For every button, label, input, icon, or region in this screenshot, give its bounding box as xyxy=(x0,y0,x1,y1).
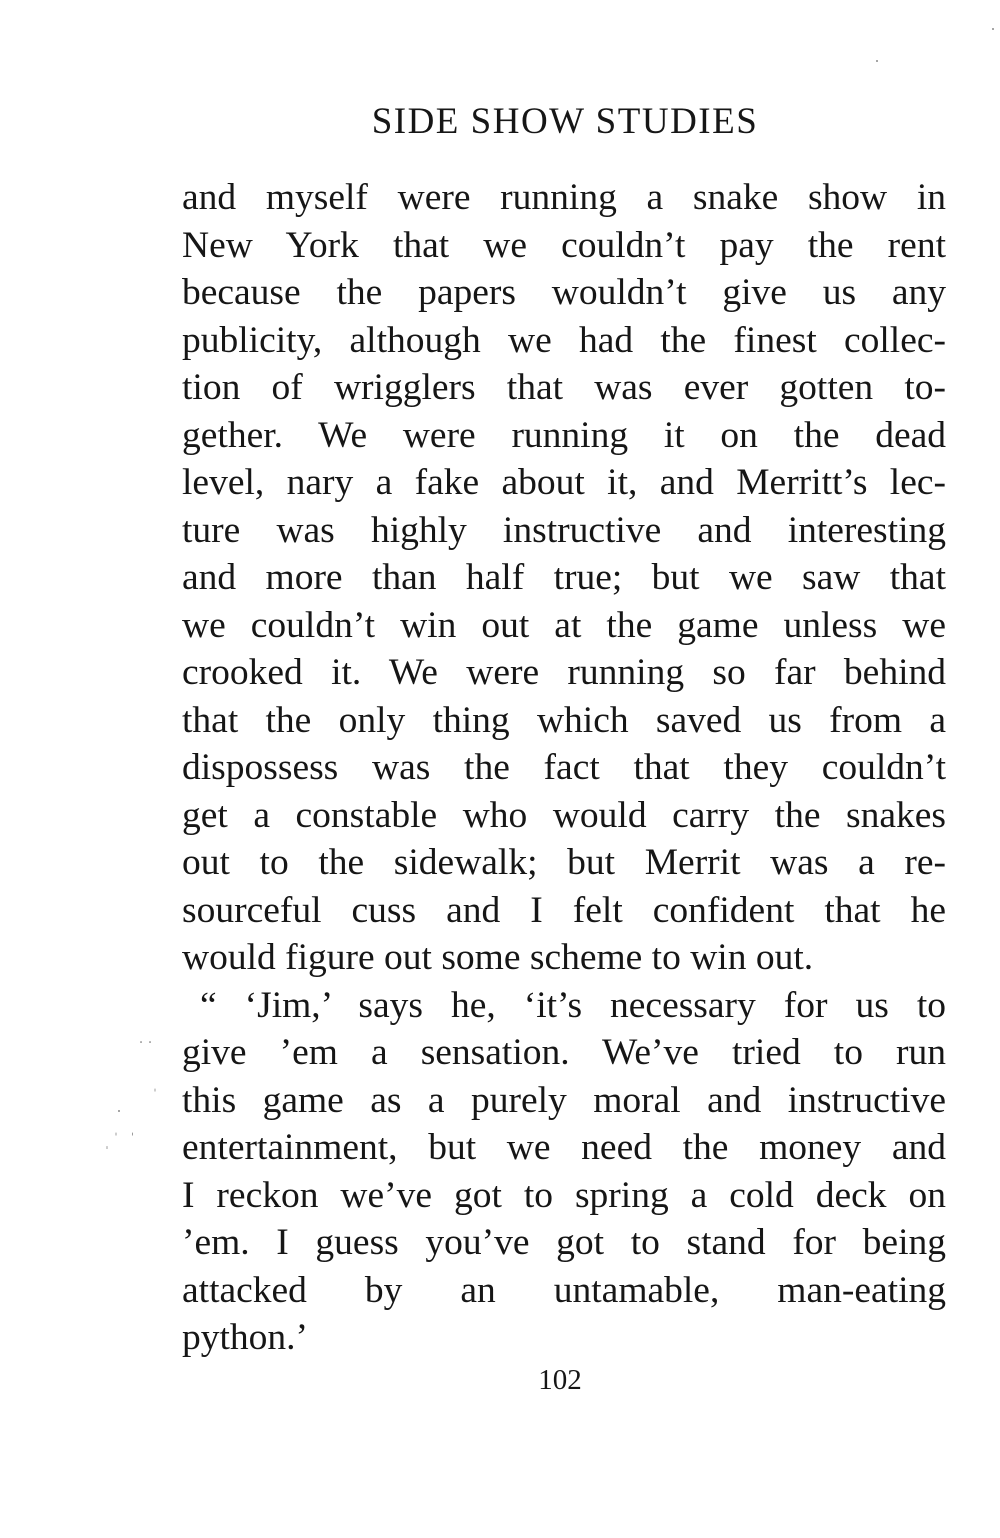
text-line: would figure out some scheme to win out. xyxy=(182,937,814,978)
text-line: entertainment, but we need the money and xyxy=(182,1127,946,1168)
scan-smudge: ˌˈ ˈ xyxy=(104,1129,139,1149)
body-text xyxy=(182,174,946,1362)
text-line: gether. We were running it on the dead xyxy=(182,414,946,456)
text-line: sourceful cuss and I felt confident that he xyxy=(182,889,946,931)
text-line: attacked by an untamable, man-eating xyxy=(182,1269,946,1311)
text-line: give ’em a sensation. We’ve tried to run xyxy=(182,1032,946,1073)
scan-smudge: ˈ xyxy=(152,1085,161,1105)
text-line: we couldn’t win out at the game unless we xyxy=(182,604,946,646)
text-line: out to the sidewalk; but Merrit was a re- xyxy=(182,842,946,883)
text-line: that the only thing which saved us from a xyxy=(182,699,946,741)
text-line: and myself were running a snake show in xyxy=(182,177,946,218)
text-line: python.’ xyxy=(182,1317,309,1358)
text-line: New York that we couldn’t pay the rent xyxy=(182,224,946,266)
text-line: level, nary a fake about it, and Merritt’s lec- xyxy=(182,462,946,503)
scan-smudge: ˙˙ xyxy=(138,1037,156,1057)
running-head: SIDE SHOW STUDIES xyxy=(371,101,759,142)
scan-speck xyxy=(992,28,994,30)
text-line: because the papers wouldn’t give us any xyxy=(182,272,946,313)
text-line: crooked it. We were running so far behind xyxy=(182,652,946,693)
text-line: and more than half true; but we saw that xyxy=(182,557,946,598)
text-line: tion of wrigglers that was ever gotten to- xyxy=(182,367,946,408)
text-line: publicity, although we had the finest collec- xyxy=(182,319,946,361)
text-line: get a constable who would carry the snakes xyxy=(182,794,946,836)
text-line: ’em. I guess you’ve got to stand for being xyxy=(182,1222,946,1263)
text-line: ture was highly instructive and interesting xyxy=(182,509,946,551)
text-line: I reckon we’ve got to spring a cold deck on xyxy=(182,1174,946,1216)
text-line: this game as a purely moral and instructive xyxy=(182,1079,946,1121)
scan-speck xyxy=(118,1110,120,1112)
page-number: 102 xyxy=(538,1364,582,1396)
text-line: dispossess was the fact that they couldn’t xyxy=(182,747,946,788)
scan-speck xyxy=(876,60,878,62)
text-line: “ ‘Jim,’ says he, ‘it’s necessary for us to xyxy=(200,984,946,1026)
